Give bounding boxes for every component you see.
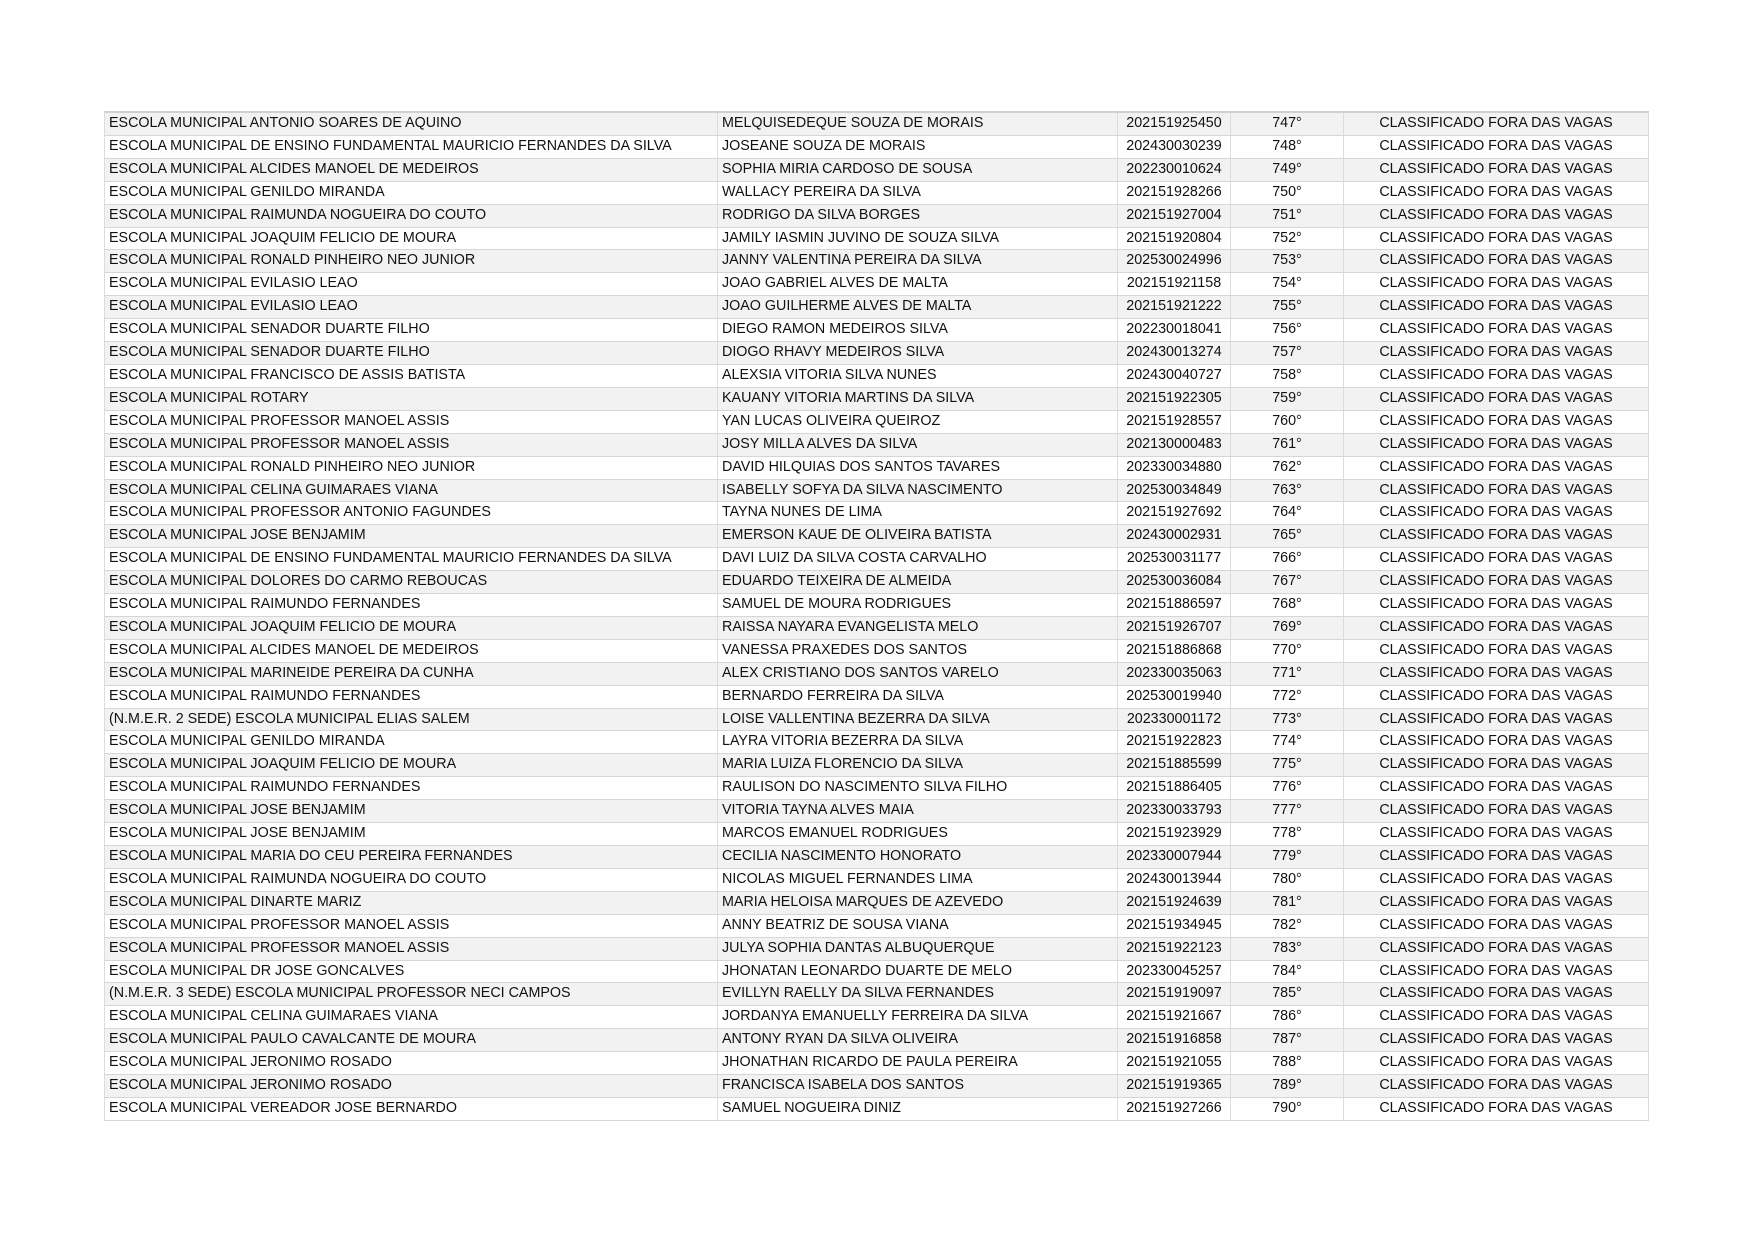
table-row: [105, 662, 1649, 685]
status-cell: CLASSIFICADO FORA DAS VAGAS: [1344, 456, 1649, 479]
student-name-cell: ALEX CRISTIANO DOS SANTOS VARELO: [718, 662, 1118, 685]
table-row: [105, 387, 1649, 410]
status-cell: CLASSIFICADO FORA DAS VAGAS: [1344, 387, 1649, 410]
status-cell: CLASSIFICADO FORA DAS VAGAS: [1344, 846, 1649, 869]
student-name-cell: RAULISON DO NASCIMENTO SILVA FILHO: [718, 777, 1118, 800]
rank-cell: 774°: [1231, 731, 1344, 754]
school-cell: ESCOLA MUNICIPAL DINARTE MARIZ: [105, 891, 718, 914]
student-name-cell: ANTONY RYAN DA SILVA OLIVEIRA: [718, 1029, 1118, 1052]
registration-number-cell: 202430002931: [1118, 525, 1231, 548]
registration-number-cell: 202151921055: [1118, 1052, 1231, 1075]
table-row: [105, 112, 1649, 135]
student-name-cell: DAVI LUIZ DA SILVA COSTA CARVALHO: [718, 548, 1118, 571]
rank-cell: 772°: [1231, 685, 1344, 708]
student-name-cell: VITORIA TAYNA ALVES MAIA: [718, 800, 1118, 823]
registration-number-cell: 202151886868: [1118, 639, 1231, 662]
student-name-cell: EVILLYN RAELLY DA SILVA FERNANDES: [718, 983, 1118, 1006]
rank-cell: 765°: [1231, 525, 1344, 548]
school-cell: ESCOLA MUNICIPAL CELINA GUIMARAES VIANA: [105, 479, 718, 502]
registration-number-cell: 202151919365: [1118, 1075, 1231, 1098]
student-name-cell: JAMILY IASMIN JUVINO DE SOUZA SILVA: [718, 227, 1118, 250]
table-row: [105, 273, 1649, 296]
status-cell: CLASSIFICADO FORA DAS VAGAS: [1344, 479, 1649, 502]
student-name-cell: DIEGO RAMON MEDEIROS SILVA: [718, 319, 1118, 342]
rank-cell: 779°: [1231, 846, 1344, 869]
registration-number-cell: 202530019940: [1118, 685, 1231, 708]
rank-cell: 753°: [1231, 250, 1344, 273]
table-row: [105, 685, 1649, 708]
registration-number-cell: 202151885599: [1118, 754, 1231, 777]
rank-cell: 764°: [1231, 502, 1344, 525]
student-name-cell: MARIA LUIZA FLORENCIO DA SILVA: [718, 754, 1118, 777]
table-row: [105, 731, 1649, 754]
status-cell: CLASSIFICADO FORA DAS VAGAS: [1344, 410, 1649, 433]
school-cell: ESCOLA MUNICIPAL JOAQUIM FELICIO DE MOURA: [105, 616, 718, 639]
registration-number-cell: 202230010624: [1118, 158, 1231, 181]
status-cell: CLASSIFICADO FORA DAS VAGAS: [1344, 364, 1649, 387]
student-name-cell: RAISSA NAYARA EVANGELISTA MELO: [718, 616, 1118, 639]
rank-cell: 790°: [1231, 1097, 1344, 1120]
student-name-cell: SOPHIA MIRIA CARDOSO DE SOUSA: [718, 158, 1118, 181]
registration-number-cell: 202430013944: [1118, 868, 1231, 891]
table-row: [105, 868, 1649, 891]
rank-cell: 757°: [1231, 342, 1344, 365]
school-cell: ESCOLA MUNICIPAL PROFESSOR ANTONIO FAGUNDES: [105, 502, 718, 525]
rank-cell: 776°: [1231, 777, 1344, 800]
school-cell: ESCOLA MUNICIPAL RAIMUNDO FERNANDES: [105, 777, 718, 800]
rank-cell: 789°: [1231, 1075, 1344, 1098]
rank-cell: 785°: [1231, 983, 1344, 1006]
rank-cell: 754°: [1231, 273, 1344, 296]
student-name-cell: MARCOS EMANUEL RODRIGUES: [718, 823, 1118, 846]
school-cell: ESCOLA MUNICIPAL DR JOSE GONCALVES: [105, 960, 718, 983]
status-cell: CLASSIFICADO FORA DAS VAGAS: [1344, 296, 1649, 319]
school-cell: ESCOLA MUNICIPAL JOSE BENJAMIM: [105, 823, 718, 846]
rank-cell: 788°: [1231, 1052, 1344, 1075]
table-row: [105, 891, 1649, 914]
table-row: [105, 616, 1649, 639]
rank-cell: 749°: [1231, 158, 1344, 181]
student-name-cell: VANESSA PRAXEDES DOS SANTOS: [718, 639, 1118, 662]
status-cell: CLASSIFICADO FORA DAS VAGAS: [1344, 914, 1649, 937]
student-name-cell: JHONATHAN RICARDO DE PAULA PEREIRA: [718, 1052, 1118, 1075]
status-cell: CLASSIFICADO FORA DAS VAGAS: [1344, 319, 1649, 342]
status-cell: CLASSIFICADO FORA DAS VAGAS: [1344, 731, 1649, 754]
student-name-cell: EDUARDO TEIXEIRA DE ALMEIDA: [718, 571, 1118, 594]
rank-cell: 787°: [1231, 1029, 1344, 1052]
registration-number-cell: 202430040727: [1118, 364, 1231, 387]
status-cell: CLASSIFICADO FORA DAS VAGAS: [1344, 685, 1649, 708]
table-row: [105, 823, 1649, 846]
rank-cell: 781°: [1231, 891, 1344, 914]
student-name-cell: JOSY MILLA ALVES DA SILVA: [718, 433, 1118, 456]
student-name-cell: DAVID HILQUIAS DOS SANTOS TAVARES: [718, 456, 1118, 479]
student-name-cell: SAMUEL NOGUEIRA DINIZ: [718, 1097, 1118, 1120]
registration-number-cell: 202330033793: [1118, 800, 1231, 823]
school-cell: ESCOLA MUNICIPAL MARINEIDE PEREIRA DA CUNHA: [105, 662, 718, 685]
table-row: [105, 158, 1649, 181]
status-cell: CLASSIFICADO FORA DAS VAGAS: [1344, 616, 1649, 639]
status-cell: CLASSIFICADO FORA DAS VAGAS: [1344, 112, 1649, 135]
status-cell: CLASSIFICADO FORA DAS VAGAS: [1344, 502, 1649, 525]
status-cell: CLASSIFICADO FORA DAS VAGAS: [1344, 433, 1649, 456]
registration-number-cell: 202330007944: [1118, 846, 1231, 869]
student-name-cell: JOSEANE SOUZA DE MORAIS: [718, 135, 1118, 158]
student-name-cell: CECILIA NASCIMENTO HONORATO: [718, 846, 1118, 869]
registration-number-cell: 202530024996: [1118, 250, 1231, 273]
student-name-cell: TAYNA NUNES DE LIMA: [718, 502, 1118, 525]
rank-cell: 771°: [1231, 662, 1344, 685]
school-cell: ESCOLA MUNICIPAL SENADOR DUARTE FILHO: [105, 342, 718, 365]
table-row: [105, 1029, 1649, 1052]
table-row: [105, 548, 1649, 571]
registration-number-cell: 202151916858: [1118, 1029, 1231, 1052]
status-cell: CLASSIFICADO FORA DAS VAGAS: [1344, 250, 1649, 273]
student-name-cell: JORDANYA EMANUELLY FERREIRA DA SILVA: [718, 1006, 1118, 1029]
student-name-cell: WALLACY PEREIRA DA SILVA: [718, 181, 1118, 204]
rank-cell: 780°: [1231, 868, 1344, 891]
registration-number-cell: 202151923929: [1118, 823, 1231, 846]
school-cell: ESCOLA MUNICIPAL PROFESSOR MANOEL ASSIS: [105, 937, 718, 960]
status-cell: CLASSIFICADO FORA DAS VAGAS: [1344, 525, 1649, 548]
status-cell: CLASSIFICADO FORA DAS VAGAS: [1344, 937, 1649, 960]
table-row: [105, 433, 1649, 456]
rank-cell: 760°: [1231, 410, 1344, 433]
status-cell: CLASSIFICADO FORA DAS VAGAS: [1344, 960, 1649, 983]
school-cell: (N.M.E.R. 3 SEDE) ESCOLA MUNICIPAL PROFESSOR NECI CAMPOS: [105, 983, 718, 1006]
student-name-cell: MELQUISEDEQUE SOUZA DE MORAIS: [718, 112, 1118, 135]
status-cell: CLASSIFICADO FORA DAS VAGAS: [1344, 204, 1649, 227]
student-name-cell: JOAO GUILHERME ALVES DE MALTA: [718, 296, 1118, 319]
registration-number-cell: 202151922123: [1118, 937, 1231, 960]
table-row: [105, 502, 1649, 525]
status-cell: CLASSIFICADO FORA DAS VAGAS: [1344, 823, 1649, 846]
school-cell: ESCOLA MUNICIPAL JERONIMO ROSADO: [105, 1075, 718, 1098]
table-row: [105, 1097, 1649, 1120]
student-name-cell: BERNARDO FERREIRA DA SILVA: [718, 685, 1118, 708]
registration-number-cell: 202130000483: [1118, 433, 1231, 456]
registration-number-cell: 202151934945: [1118, 914, 1231, 937]
table-row: [105, 204, 1649, 227]
status-cell: CLASSIFICADO FORA DAS VAGAS: [1344, 1097, 1649, 1120]
registration-number-cell: 202330045257: [1118, 960, 1231, 983]
school-cell: (N.M.E.R. 2 SEDE) ESCOLA MUNICIPAL ELIAS SALEM: [105, 708, 718, 731]
school-cell: ESCOLA MUNICIPAL EVILASIO LEAO: [105, 273, 718, 296]
rank-cell: 759°: [1231, 387, 1344, 410]
status-cell: CLASSIFICADO FORA DAS VAGAS: [1344, 1006, 1649, 1029]
table-row: [105, 135, 1649, 158]
rank-cell: 777°: [1231, 800, 1344, 823]
table-row: [105, 456, 1649, 479]
status-cell: CLASSIFICADO FORA DAS VAGAS: [1344, 800, 1649, 823]
student-name-cell: MARIA HELOISA MARQUES DE AZEVEDO: [718, 891, 1118, 914]
registration-number-cell: 202151921158: [1118, 273, 1231, 296]
rank-cell: 751°: [1231, 204, 1344, 227]
registration-number-cell: 202151920804: [1118, 227, 1231, 250]
registration-number-cell: 202151924639: [1118, 891, 1231, 914]
registration-number-cell: 202151926707: [1118, 616, 1231, 639]
table-row: [105, 846, 1649, 869]
student-name-cell: ANNY BEATRIZ DE SOUSA VIANA: [718, 914, 1118, 937]
school-cell: ESCOLA MUNICIPAL PROFESSOR MANOEL ASSIS: [105, 433, 718, 456]
school-cell: ESCOLA MUNICIPAL SENADOR DUARTE FILHO: [105, 319, 718, 342]
status-cell: CLASSIFICADO FORA DAS VAGAS: [1344, 135, 1649, 158]
school-cell: ESCOLA MUNICIPAL FRANCISCO DE ASSIS BATISTA: [105, 364, 718, 387]
registration-number-cell: 202530034849: [1118, 479, 1231, 502]
registration-number-cell: 202430013274: [1118, 342, 1231, 365]
registration-number-cell: 202151886597: [1118, 594, 1231, 617]
registration-number-cell: 202330034880: [1118, 456, 1231, 479]
rank-cell: 786°: [1231, 1006, 1344, 1029]
rank-cell: 768°: [1231, 594, 1344, 617]
registration-number-cell: 202430030239: [1118, 135, 1231, 158]
status-cell: CLASSIFICADO FORA DAS VAGAS: [1344, 227, 1649, 250]
table-row: [105, 800, 1649, 823]
rank-cell: 761°: [1231, 433, 1344, 456]
registration-number-cell: 202330001172: [1118, 708, 1231, 731]
school-cell: ESCOLA MUNICIPAL RAIMUNDO FERNANDES: [105, 685, 718, 708]
table-row: [105, 250, 1649, 273]
registration-number-cell: 202151927266: [1118, 1097, 1231, 1120]
school-cell: ESCOLA MUNICIPAL GENILDO MIRANDA: [105, 731, 718, 754]
table-row: [105, 639, 1649, 662]
table-row: [105, 319, 1649, 342]
registration-number-cell: 202151927004: [1118, 204, 1231, 227]
status-cell: CLASSIFICADO FORA DAS VAGAS: [1344, 181, 1649, 204]
student-name-cell: KAUANY VITORIA MARTINS DA SILVA: [718, 387, 1118, 410]
status-cell: CLASSIFICADO FORA DAS VAGAS: [1344, 571, 1649, 594]
rank-cell: 752°: [1231, 227, 1344, 250]
status-cell: CLASSIFICADO FORA DAS VAGAS: [1344, 273, 1649, 296]
status-cell: CLASSIFICADO FORA DAS VAGAS: [1344, 158, 1649, 181]
status-cell: CLASSIFICADO FORA DAS VAGAS: [1344, 662, 1649, 685]
status-cell: CLASSIFICADO FORA DAS VAGAS: [1344, 548, 1649, 571]
registration-number-cell: 202151925450: [1118, 112, 1231, 135]
student-name-cell: ISABELLY SOFYA DA SILVA NASCIMENTO: [718, 479, 1118, 502]
table-row: [105, 754, 1649, 777]
rank-cell: 767°: [1231, 571, 1344, 594]
status-cell: CLASSIFICADO FORA DAS VAGAS: [1344, 754, 1649, 777]
status-cell: CLASSIFICADO FORA DAS VAGAS: [1344, 891, 1649, 914]
school-cell: ESCOLA MUNICIPAL JERONIMO ROSADO: [105, 1052, 718, 1075]
student-name-cell: JANNY VALENTINA PEREIRA DA SILVA: [718, 250, 1118, 273]
school-cell: ESCOLA MUNICIPAL VEREADOR JOSE BERNARDO: [105, 1097, 718, 1120]
rank-cell: 775°: [1231, 754, 1344, 777]
school-cell: ESCOLA MUNICIPAL ALCIDES MANOEL DE MEDEIROS: [105, 639, 718, 662]
registration-number-cell: 202151927692: [1118, 502, 1231, 525]
school-cell: ESCOLA MUNICIPAL RAIMUNDA NOGUEIRA DO COUTO: [105, 204, 718, 227]
status-cell: CLASSIFICADO FORA DAS VAGAS: [1344, 708, 1649, 731]
table-row: [105, 1075, 1649, 1098]
school-cell: ESCOLA MUNICIPAL GENILDO MIRANDA: [105, 181, 718, 204]
rank-cell: 758°: [1231, 364, 1344, 387]
table-row: [105, 983, 1649, 1006]
table-row: [105, 960, 1649, 983]
school-cell: ESCOLA MUNICIPAL PROFESSOR MANOEL ASSIS: [105, 410, 718, 433]
table-row: [105, 594, 1649, 617]
table-row: [105, 1006, 1649, 1029]
school-cell: ESCOLA MUNICIPAL CELINA GUIMARAES VIANA: [105, 1006, 718, 1029]
student-name-cell: ALEXSIA VITORIA SILVA NUNES: [718, 364, 1118, 387]
student-name-cell: RODRIGO DA SILVA BORGES: [718, 204, 1118, 227]
table-row: [105, 914, 1649, 937]
registration-number-cell: 202151928557: [1118, 410, 1231, 433]
rank-cell: 755°: [1231, 296, 1344, 319]
status-cell: CLASSIFICADO FORA DAS VAGAS: [1344, 777, 1649, 800]
status-cell: CLASSIFICADO FORA DAS VAGAS: [1344, 594, 1649, 617]
rank-cell: 782°: [1231, 914, 1344, 937]
rank-cell: 770°: [1231, 639, 1344, 662]
registration-number-cell: 202230018041: [1118, 319, 1231, 342]
student-name-cell: JOAO GABRIEL ALVES DE MALTA: [718, 273, 1118, 296]
table-row: [105, 708, 1649, 731]
school-cell: ESCOLA MUNICIPAL JOAQUIM FELICIO DE MOURA: [105, 227, 718, 250]
registration-number-cell: 202151919097: [1118, 983, 1231, 1006]
school-cell: ESCOLA MUNICIPAL RAIMUNDA NOGUEIRA DO COUTO: [105, 868, 718, 891]
school-cell: ESCOLA MUNICIPAL ANTONIO SOARES DE AQUINO: [105, 112, 718, 135]
status-cell: CLASSIFICADO FORA DAS VAGAS: [1344, 868, 1649, 891]
rank-cell: 763°: [1231, 479, 1344, 502]
student-name-cell: FRANCISCA ISABELA DOS SANTOS: [718, 1075, 1118, 1098]
school-cell: ESCOLA MUNICIPAL MARIA DO CEU PEREIRA FERNANDES: [105, 846, 718, 869]
status-cell: CLASSIFICADO FORA DAS VAGAS: [1344, 1029, 1649, 1052]
registration-number-cell: 202151922823: [1118, 731, 1231, 754]
registration-number-cell: 202151921222: [1118, 296, 1231, 319]
table-row: [105, 296, 1649, 319]
rank-cell: 747°: [1231, 112, 1344, 135]
rank-cell: 778°: [1231, 823, 1344, 846]
school-cell: ESCOLA MUNICIPAL JOSE BENJAMIM: [105, 800, 718, 823]
status-cell: CLASSIFICADO FORA DAS VAGAS: [1344, 342, 1649, 365]
table-row: [105, 342, 1649, 365]
registration-number-cell: 202330035063: [1118, 662, 1231, 685]
table-row: [105, 227, 1649, 250]
classification-table: [104, 111, 1649, 1121]
table-row: [105, 571, 1649, 594]
table-row: [105, 937, 1649, 960]
student-name-cell: DIOGO RHAVY MEDEIROS SILVA: [718, 342, 1118, 365]
student-name-cell: SAMUEL DE MOURA RODRIGUES: [718, 594, 1118, 617]
registration-number-cell: 202530036084: [1118, 571, 1231, 594]
table-row: [105, 181, 1649, 204]
rank-cell: 762°: [1231, 456, 1344, 479]
rank-cell: 748°: [1231, 135, 1344, 158]
table-row: [105, 364, 1649, 387]
school-cell: ESCOLA MUNICIPAL PROFESSOR MANOEL ASSIS: [105, 914, 718, 937]
rank-cell: 750°: [1231, 181, 1344, 204]
status-cell: CLASSIFICADO FORA DAS VAGAS: [1344, 983, 1649, 1006]
status-cell: CLASSIFICADO FORA DAS VAGAS: [1344, 1075, 1649, 1098]
school-cell: ESCOLA MUNICIPAL DOLORES DO CARMO REBOUCAS: [105, 571, 718, 594]
student-name-cell: JULYA SOPHIA DANTAS ALBUQUERQUE: [718, 937, 1118, 960]
school-cell: ESCOLA MUNICIPAL DE ENSINO FUNDAMENTAL MAURICIO FERNANDES DA SILVA: [105, 548, 718, 571]
table-row: [105, 410, 1649, 433]
student-name-cell: EMERSON KAUE DE OLIVEIRA BATISTA: [718, 525, 1118, 548]
school-cell: ESCOLA MUNICIPAL ROTARY: [105, 387, 718, 410]
status-cell: CLASSIFICADO FORA DAS VAGAS: [1344, 1052, 1649, 1075]
school-cell: ESCOLA MUNICIPAL ALCIDES MANOEL DE MEDEIROS: [105, 158, 718, 181]
student-name-cell: JHONATAN LEONARDO DUARTE DE MELO: [718, 960, 1118, 983]
registration-number-cell: 202151921667: [1118, 1006, 1231, 1029]
student-name-cell: LOISE VALLENTINA BEZERRA DA SILVA: [718, 708, 1118, 731]
school-cell: ESCOLA MUNICIPAL JOAQUIM FELICIO DE MOURA: [105, 754, 718, 777]
rank-cell: 769°: [1231, 616, 1344, 639]
table-row: [105, 479, 1649, 502]
school-cell: ESCOLA MUNICIPAL RONALD PINHEIRO NEO JUNIOR: [105, 250, 718, 273]
student-name-cell: YAN LUCAS OLIVEIRA QUEIROZ: [718, 410, 1118, 433]
status-cell: CLASSIFICADO FORA DAS VAGAS: [1344, 639, 1649, 662]
table-row: [105, 777, 1649, 800]
table-row: [105, 1052, 1649, 1075]
registration-number-cell: 202530031177: [1118, 548, 1231, 571]
rank-cell: 756°: [1231, 319, 1344, 342]
student-name-cell: NICOLAS MIGUEL FERNANDES LIMA: [718, 868, 1118, 891]
school-cell: ESCOLA MUNICIPAL EVILASIO LEAO: [105, 296, 718, 319]
classification-table-body: [105, 112, 1649, 1120]
table-row: [105, 525, 1649, 548]
student-name-cell: LAYRA VITORIA BEZERRA DA SILVA: [718, 731, 1118, 754]
school-cell: ESCOLA MUNICIPAL PAULO CAVALCANTE DE MOURA: [105, 1029, 718, 1052]
registration-number-cell: 202151886405: [1118, 777, 1231, 800]
rank-cell: 784°: [1231, 960, 1344, 983]
school-cell: ESCOLA MUNICIPAL RONALD PINHEIRO NEO JUNIOR: [105, 456, 718, 479]
rank-cell: 783°: [1231, 937, 1344, 960]
rank-cell: 773°: [1231, 708, 1344, 731]
school-cell: ESCOLA MUNICIPAL RAIMUNDO FERNANDES: [105, 594, 718, 617]
school-cell: ESCOLA MUNICIPAL JOSE BENJAMIM: [105, 525, 718, 548]
registration-number-cell: 202151928266: [1118, 181, 1231, 204]
school-cell: ESCOLA MUNICIPAL DE ENSINO FUNDAMENTAL MAURICIO FERNANDES DA SILVA: [105, 135, 718, 158]
rank-cell: 766°: [1231, 548, 1344, 571]
registration-number-cell: 202151922305: [1118, 387, 1231, 410]
